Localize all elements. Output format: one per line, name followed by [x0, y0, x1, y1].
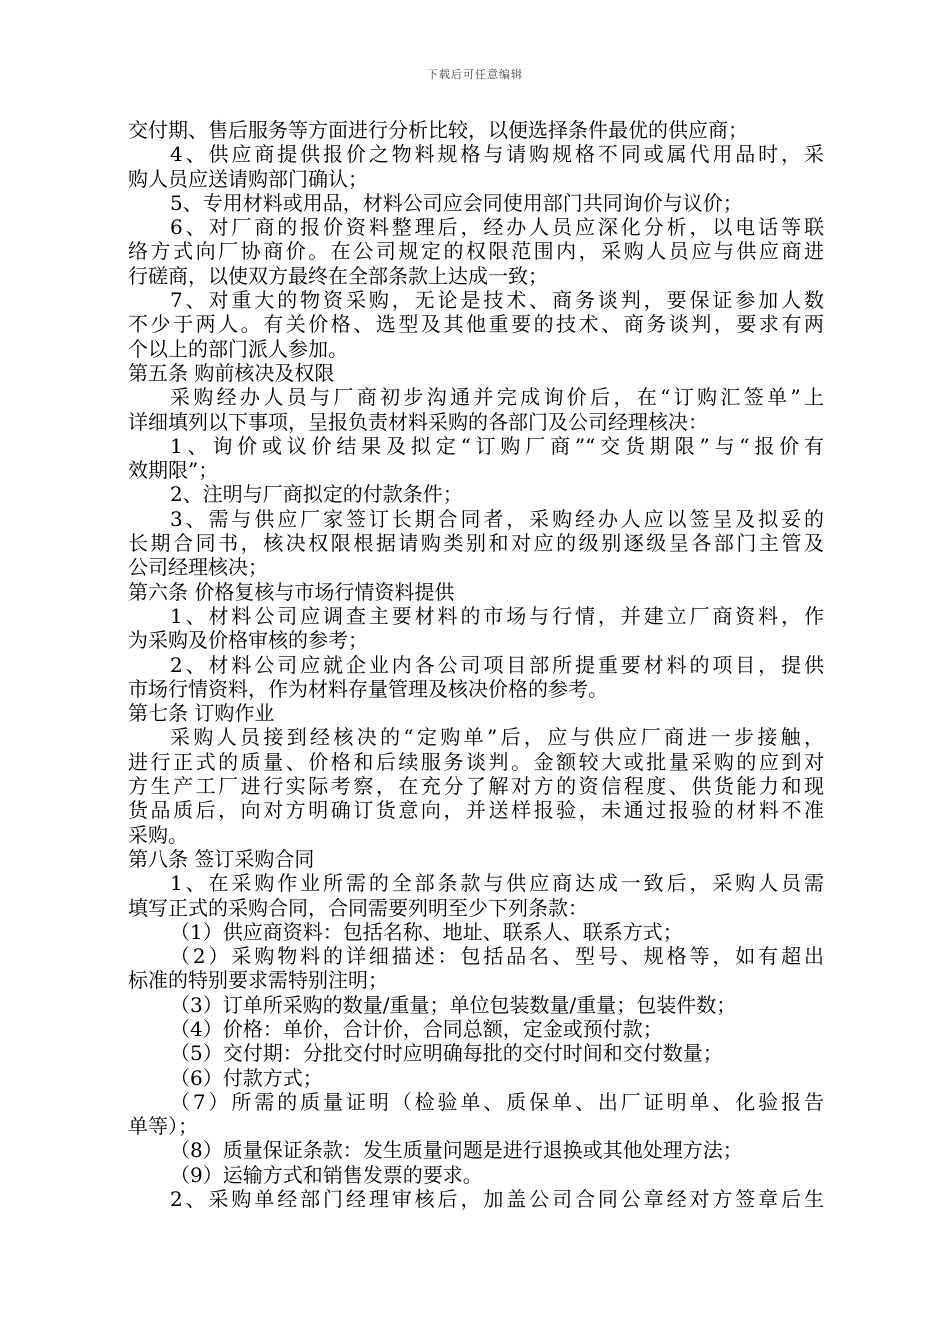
paragraph-line: （7）所需的质量证明（检验单、质保单、出厂证明单、化验报告: [170, 1089, 824, 1114]
paragraph-line: 1、材料公司应调查主要材料的市场与行情，并建立厂商资料，作: [170, 603, 824, 628]
paragraph-line: 公司经理核决；: [128, 555, 268, 580]
paragraph-line: 2、材料公司应就企业内各公司项目部所提重要材料的项目，提供: [170, 652, 824, 677]
paragraph-line: 效期限”；: [128, 458, 219, 483]
section-heading: 第五条 购前核决及权限: [128, 360, 335, 385]
section-heading: 第七条 订购作业: [128, 701, 275, 726]
paragraph-line: 采购人员接到经核决的“定购单”后，应与供应厂商进一步接触，: [170, 725, 824, 750]
paragraph-line: 个以上的部门派人参加。: [128, 336, 348, 361]
paragraph-line: 采购。: [128, 822, 188, 847]
paragraph-line: 交付期、售后服务等方面进行分析比较，以便选择条件最优的供应商；: [128, 118, 748, 142]
document-body: [128, 118, 824, 1211]
paragraph-line: 单等）；: [128, 1114, 198, 1139]
paragraph-line: 络方式向厂协商价。在公司规定的权限范围内，采购人员应与供应商进: [128, 239, 824, 264]
paragraph-line: （1）供应商资料：包括名称、地址、联系人、联系方式；: [170, 919, 683, 944]
paragraph-line: 货品质后，向对方明确订货意向，并送样报验，未通过报验的材料不准: [128, 798, 824, 823]
page-header: 下载后可任意编辑: [427, 68, 523, 81]
paragraph-line: 进行正式的质量、价格和后续服务谈判。金额较大或批量采购的应到对: [128, 749, 824, 774]
paragraph-line: 1、在采购作业所需的全部条款与供应商达成一致后，采购人员需: [170, 871, 824, 896]
paragraph-line: 长期合同书，核决权限根据请购类别和对应的级别逐级呈各部门主管及: [128, 531, 824, 556]
paragraph-line: 7、对重大的物资采购，无论是技术、商务谈判，要保证参加人数: [170, 288, 824, 313]
paragraph-line: 填写正式的采购合同，合同需要列明至少下列条款：: [128, 895, 588, 920]
paragraph-line: 市场行情资料，作为材料存量管理及核决价格的参考。: [128, 676, 608, 701]
paragraph-line: 购人员应送请购部门确认；: [128, 166, 368, 191]
paragraph-line: （2）采购物料的详细描述：包括品名、型号、规格等，如有超出: [170, 944, 824, 969]
paragraph-line: 采购经办人员与厂商初步沟通并完成询价后，在“订购汇签单”上: [170, 385, 824, 410]
paragraph-line: 方生产工厂进行实际考察，在充分了解对方的资信程度、供货能力和现: [128, 774, 824, 799]
paragraph-line: 不少于两人。有关价格、选型及其他重要的技术、商务谈判，要求有两: [128, 312, 824, 337]
paragraph-line: 6、对厂商的报价资料整理后，经办人员应深化分析，以电话等联: [170, 215, 824, 240]
paragraph-line: （9）运输方式和销售发票的要求。: [170, 1162, 483, 1187]
paragraph-line: 4、供应商提供报价之物料规格与请购规格不同或属代用品时，采: [170, 142, 824, 167]
paragraph-line: 为采购及价格审核的参考；: [128, 628, 368, 653]
paragraph-line: （6）付款方式；: [170, 1065, 323, 1090]
paragraph-line: 3、需与供应厂家签订长期合同者，采购经办人应以签呈及拟妥的: [170, 506, 824, 531]
paragraph-line: （4）价格：单价，合计价，合同总额，定金或预付款；: [170, 1016, 663, 1041]
paragraph-line: 详细填列以下事项，呈报负责材料采购的各部门及公司经理核决：: [128, 409, 708, 434]
paragraph-line: （3）订单所采购的数量/重量；单位包装数量/重量；包装件数；: [170, 992, 737, 1017]
paragraph-line: （5）交付期：分批交付时应明确每批的交付时间和交付数量；: [170, 1041, 723, 1066]
paragraph-line: （8）质量保证条款：发生质量问题是进行退换或其他处理方法；: [170, 1138, 743, 1163]
section-heading: 第八条 签订采购合同: [128, 846, 315, 871]
paragraph-line: 标准的特别要求需特别注明；: [128, 968, 388, 993]
paragraph-line: 行磋商，以使双方最终在全部条款上达成一致；: [128, 263, 548, 288]
paragraph-line: 5、专用材料或用品，材料公司应会同使用部门共同询价与议价；: [170, 190, 743, 215]
paragraph-line: 2、注明与厂商拟定的付款条件；: [170, 482, 463, 507]
paragraph-line: 2、采购单经部门经理审核后，加盖公司合同公章经对方签章后生: [170, 1187, 824, 1212]
section-heading: 第六条 价格复核与市场行情资料提供: [128, 579, 455, 604]
paragraph-line: 1、询价或议价结果及拟定“订购厂商”“交货期限”与“报价有: [170, 433, 824, 458]
